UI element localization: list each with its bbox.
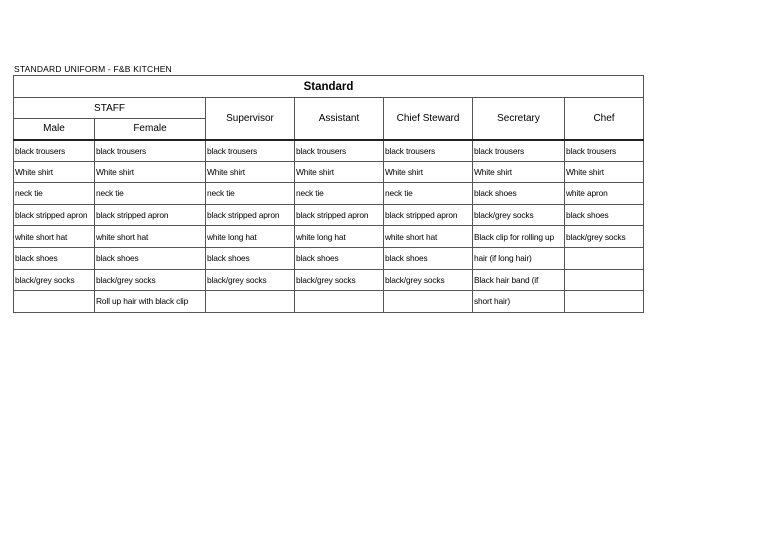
table-cell: white long hat — [295, 226, 384, 248]
table-row — [14, 226, 644, 248]
table-cell: White shirt — [206, 161, 295, 183]
staff-group-header: STAFF — [14, 98, 206, 119]
table-row — [14, 269, 644, 291]
column-header-secretary: Secretary — [473, 98, 565, 140]
table-cell: black/grey socks — [565, 226, 644, 248]
uniform-table — [13, 75, 644, 313]
table-cell: black trousers — [95, 140, 206, 162]
table-row — [14, 140, 644, 162]
table-cell: neck tie — [384, 183, 473, 205]
table-cell: black/grey socks — [473, 204, 565, 226]
table-banner: Standard — [14, 76, 644, 98]
table-cell: neck tie — [206, 183, 295, 205]
column-header-female: Female — [95, 119, 206, 140]
table-cell: Roll up hair with black clip — [95, 291, 206, 313]
table-cell: hair (if long hair) — [473, 247, 565, 269]
table-cell: black stripped apron — [206, 204, 295, 226]
table-cell: black stripped apron — [384, 204, 473, 226]
table-cell: White shirt — [565, 161, 644, 183]
table-cell: White shirt — [295, 161, 384, 183]
table-cell: white long hat — [206, 226, 295, 248]
document-title: STANDARD UNIFORM - F&B KITCHEN — [14, 64, 172, 74]
column-header-male: Male — [14, 119, 95, 140]
table-cell: black shoes — [565, 204, 644, 226]
table-cell: white short hat — [95, 226, 206, 248]
table-cell: white apron — [565, 183, 644, 205]
table-cell: neck tie — [95, 183, 206, 205]
table-cell: black/grey socks — [384, 269, 473, 291]
table-cell: White shirt — [95, 161, 206, 183]
table-cell: black shoes — [295, 247, 384, 269]
table-cell — [565, 291, 644, 313]
table-cell: black trousers — [14, 140, 95, 162]
table-cell: black stripped apron — [14, 204, 95, 226]
table-cell: Black clip for rolling up — [473, 226, 565, 248]
table-row — [14, 291, 644, 313]
table-cell — [14, 291, 95, 313]
table-cell: black/grey socks — [14, 269, 95, 291]
table-cell: black shoes — [384, 247, 473, 269]
table-cell: White shirt — [473, 161, 565, 183]
table-cell: neck tie — [14, 183, 95, 205]
column-header-chief-steward: Chief Steward — [384, 98, 473, 140]
column-header-supervisor: Supervisor — [206, 98, 295, 140]
table-cell: black stripped apron — [95, 204, 206, 226]
table-cell — [565, 247, 644, 269]
table-cell: black shoes — [206, 247, 295, 269]
table-row — [14, 204, 644, 226]
table-cell: black/grey socks — [95, 269, 206, 291]
table-cell: black/grey socks — [295, 269, 384, 291]
table-cell: black trousers — [206, 140, 295, 162]
table-row — [14, 161, 644, 183]
table-cell: black trousers — [295, 140, 384, 162]
table-cell: black trousers — [565, 140, 644, 162]
column-header-chef: Chef — [565, 98, 644, 140]
table-cell: black stripped apron — [295, 204, 384, 226]
table-cell — [206, 291, 295, 313]
table-cell: White shirt — [14, 161, 95, 183]
table-cell — [565, 269, 644, 291]
table-cell: black trousers — [384, 140, 473, 162]
table-row — [14, 247, 644, 269]
table-cell: white short hat — [14, 226, 95, 248]
table-cell — [295, 291, 384, 313]
table-cell: Black hair band (if — [473, 269, 565, 291]
table-cell: neck tie — [295, 183, 384, 205]
table-cell: white short hat — [384, 226, 473, 248]
table-cell: White shirt — [384, 161, 473, 183]
column-header-assistant: Assistant — [295, 98, 384, 140]
table-cell: black shoes — [14, 247, 95, 269]
table-cell: black/grey socks — [206, 269, 295, 291]
table-cell: black trousers — [473, 140, 565, 162]
table-cell: short hair) — [473, 291, 565, 313]
table-cell — [384, 291, 473, 313]
table-cell: black shoes — [473, 183, 565, 205]
table-row — [14, 183, 644, 205]
table-cell: black shoes — [95, 247, 206, 269]
table-body — [14, 140, 644, 313]
